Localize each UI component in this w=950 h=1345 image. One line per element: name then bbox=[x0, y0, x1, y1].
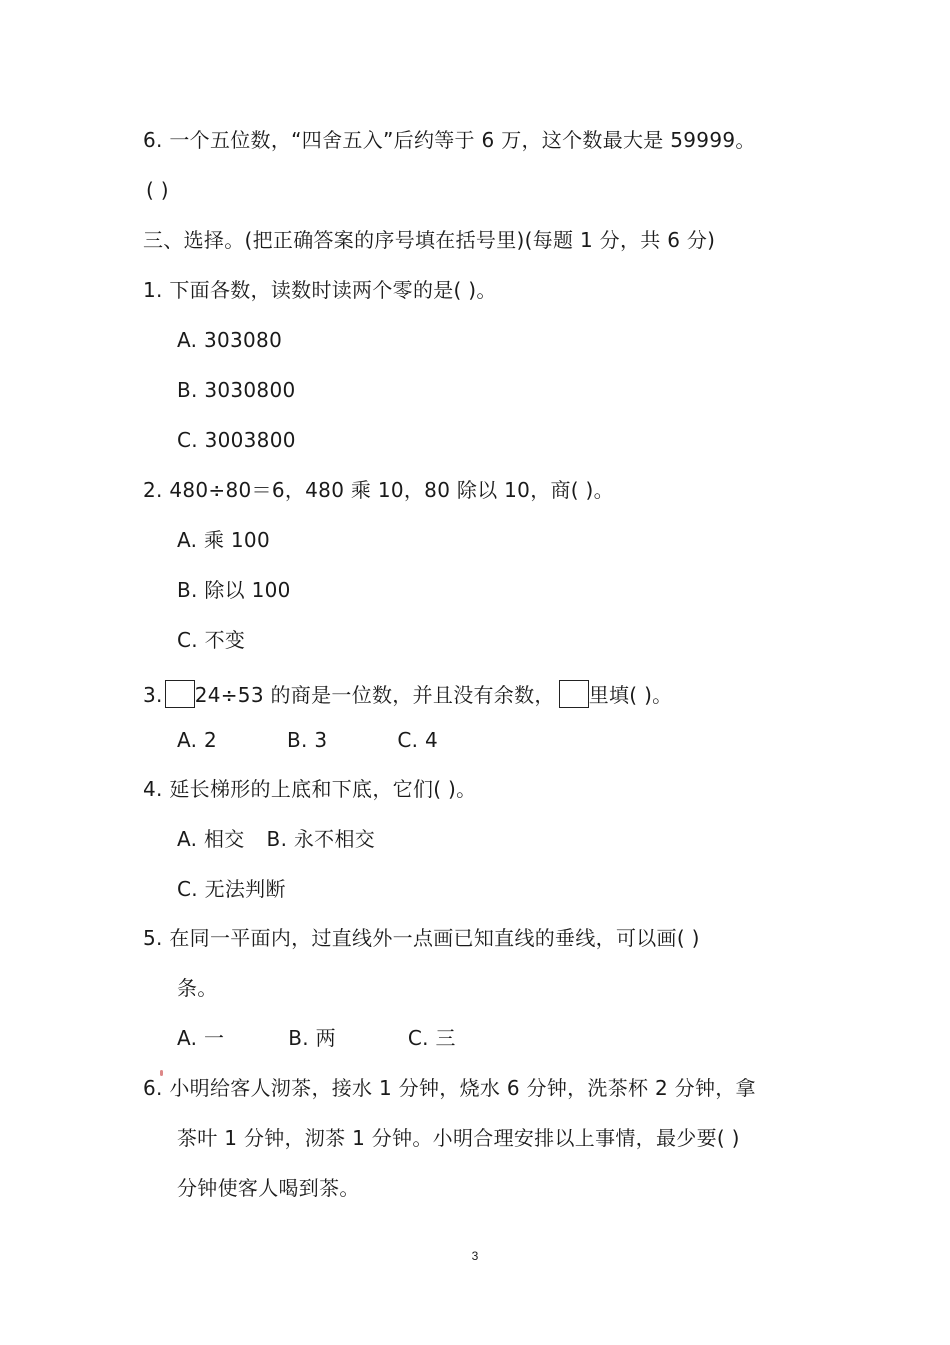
question-5-stem-line1: 5. 在同一平面内，过直线外一点画已知直线的垂线，可以画( ) bbox=[143, 926, 700, 950]
judge-question-6: 6. 一个五位数，“四舍五入”后约等于 6 万，这个数最大是 59999。 bbox=[143, 128, 756, 152]
question-4-option-a: A. 相交 bbox=[177, 827, 245, 851]
question-3-options bbox=[177, 726, 438, 754]
blank-box bbox=[559, 680, 589, 708]
question-4-stem: 4. 延长梯形的上底和下底，它们( )。 bbox=[143, 777, 477, 801]
question-3-stem-end: 里填( )。 bbox=[588, 683, 673, 707]
question-3-option-b: B. 3 bbox=[286, 728, 328, 752]
question-5-option-c: C. 三 bbox=[407, 1026, 456, 1050]
answer-bracket: ( ) bbox=[146, 178, 169, 202]
question-5-options bbox=[177, 1024, 456, 1052]
question-1-option-a: A. 303080 bbox=[177, 328, 283, 352]
question-3-stem-middle: 24÷53 的商是一位数，并且没有余数， bbox=[194, 683, 555, 707]
blank-box bbox=[165, 680, 195, 708]
question-3-number: 3. bbox=[143, 683, 163, 707]
question-5-stem-line2: 条。 bbox=[177, 976, 218, 1000]
page-number: 3 bbox=[471, 1249, 479, 1263]
question-5-option-b: B. 两 bbox=[288, 1026, 336, 1050]
question-6-line1: 6. 小明给客人沏茶，接水 1 分钟，烧水 6 分钟，洗茶杯 2 分钟，拿 bbox=[143, 1076, 756, 1100]
question-2-option-a: A. 乘 100 bbox=[177, 528, 270, 552]
question-1-option-b: B. 3030800 bbox=[177, 378, 296, 402]
scan-speck bbox=[160, 1070, 163, 1076]
question-4-option-c: C. 无法判断 bbox=[177, 877, 286, 901]
question-5-option-a: A. 一 bbox=[177, 1026, 225, 1050]
question-1-stem: 1. 下面各数，读数时读两个零的是( )。 bbox=[143, 278, 497, 302]
question-3-stem bbox=[143, 680, 672, 709]
question-4-option-b: B. 永不相交 bbox=[266, 827, 376, 851]
question-6-line3: 分钟使客人喝到茶。 bbox=[177, 1176, 360, 1200]
question-3-option-c: C. 4 bbox=[397, 728, 438, 752]
question-2-option-b: B. 除以 100 bbox=[177, 578, 291, 602]
section-heading: 三、选择。(把正确答案的序号填在括号里)(每题 1 分，共 6 分) bbox=[143, 228, 716, 252]
question-4-options bbox=[177, 825, 375, 853]
question-3-option-a: A. 2 bbox=[177, 728, 217, 752]
question-6-line2: 茶叶 1 分钟，沏茶 1 分钟。小明合理安排以上事情，最少要( ) bbox=[177, 1126, 740, 1150]
question-2-stem: 2. 480÷80＝6，480 乘 10，80 除以 10，商( )。 bbox=[143, 478, 614, 502]
question-2-option-c: C. 不变 bbox=[177, 628, 246, 652]
question-1-option-c: C. 3003800 bbox=[177, 428, 296, 452]
